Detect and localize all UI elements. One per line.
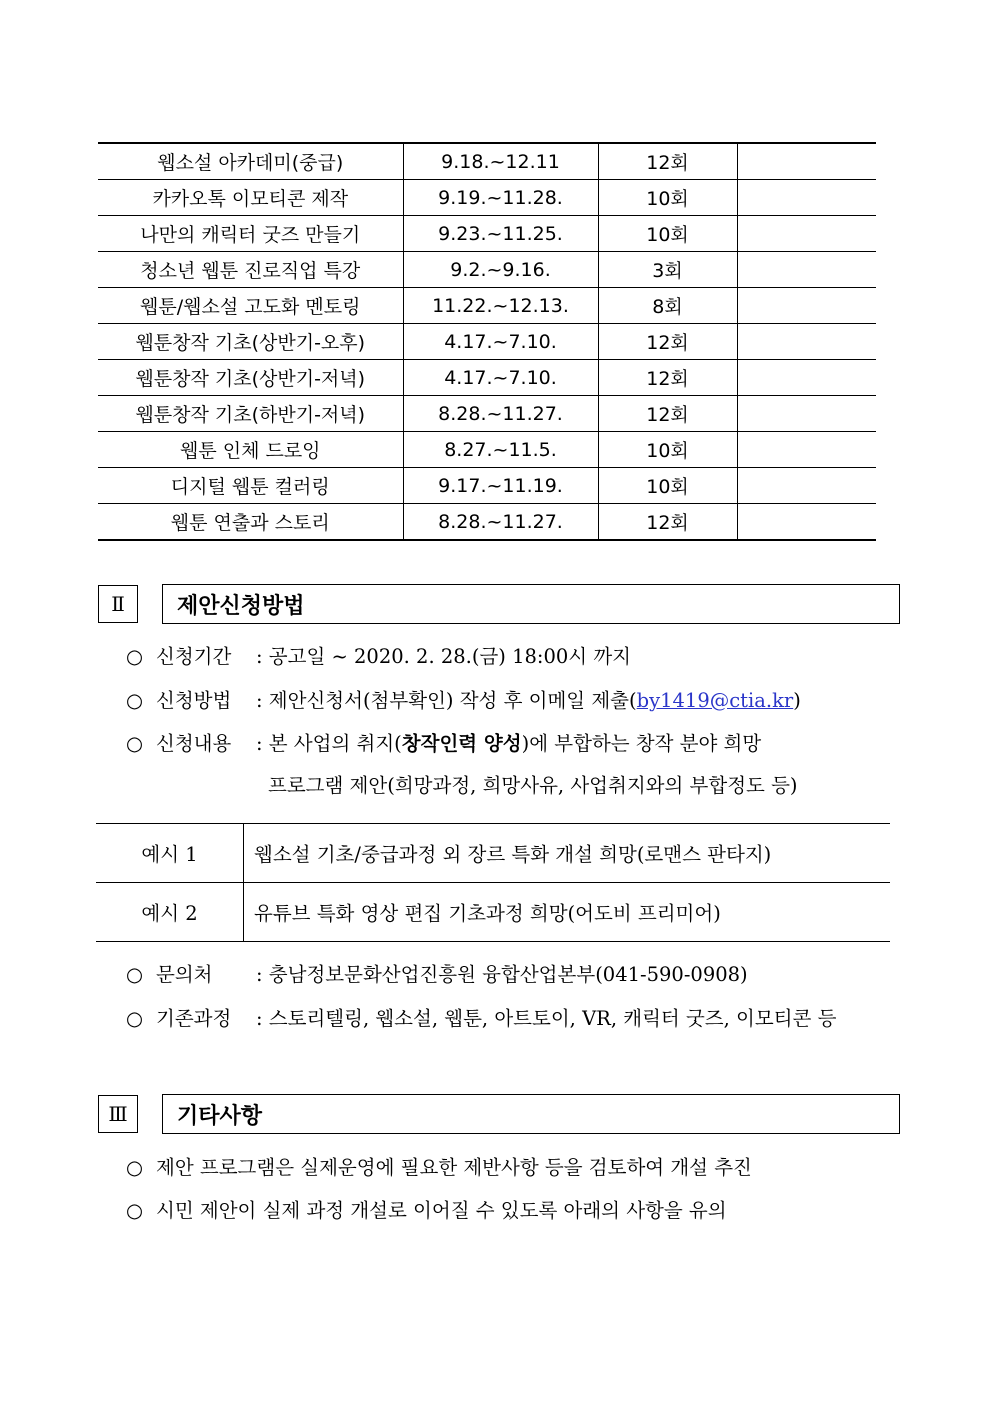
label: 신청기간 <box>156 645 232 668</box>
sessions-cell: 12회 <box>598 324 737 360</box>
sessions-cell: 12회 <box>598 360 737 396</box>
sessions-cell: 10회 <box>598 468 737 504</box>
circle-bullet-icon: ○ <box>126 645 144 668</box>
label: 문의처 <box>156 963 213 986</box>
note-cell <box>737 432 876 468</box>
circle-bullet-icon: ○ <box>126 689 144 712</box>
value: : 제안신청서(첨부확인) 작성 후 이메일 제출( <box>256 689 637 712</box>
table-row <box>98 288 876 324</box>
circle-bullet-icon: ○ <box>126 963 144 986</box>
program-name-cell: 웹툰창작 기초(상반기-오후) <box>98 324 403 360</box>
value-prefix: : 본 사업의 취지( <box>256 732 402 755</box>
note-cell <box>737 180 876 216</box>
paren-close: ) <box>793 689 801 712</box>
note-cell <box>737 396 876 432</box>
sessions-cell: 12회 <box>598 396 737 432</box>
section-title: 제안신청방법 <box>162 584 900 624</box>
table-row <box>98 252 876 288</box>
note-cell <box>737 252 876 288</box>
period-cell: 4.17.~7.10. <box>403 360 598 396</box>
table-row <box>96 824 890 883</box>
existing-courses-line <box>126 1005 836 1033</box>
example-table <box>96 823 890 942</box>
note-cell <box>737 143 876 180</box>
circle-bullet-icon: ○ <box>126 1199 144 1222</box>
note-cell <box>737 288 876 324</box>
example-text: 웹소설 기초/중급과정 외 장르 특화 개설 희망(로맨스 판타지) <box>244 824 891 883</box>
program-name-cell: 웹툰창작 기초(하반기-저녁) <box>98 396 403 432</box>
note-cell <box>737 360 876 396</box>
period-cell: 8.28.~11.27. <box>403 504 598 541</box>
sessions-cell: 3회 <box>598 252 737 288</box>
value: : 공고일 ~ 2020. 2. 28.(금) 18:00시 까지 <box>256 645 632 668</box>
program-schedule-table <box>98 142 876 541</box>
example-label: 예시 2 <box>96 883 244 942</box>
contact-line <box>126 961 748 989</box>
period-cell: 9.17.~11.19. <box>403 468 598 504</box>
period-cell: 8.28.~11.27. <box>403 396 598 432</box>
period-cell: 9.19.~11.28. <box>403 180 598 216</box>
period-cell: 4.17.~7.10. <box>403 324 598 360</box>
example-label: 예시 1 <box>96 824 244 883</box>
note-cell <box>737 216 876 252</box>
sessions-cell: 12회 <box>598 143 737 180</box>
program-name-cell: 웹툰 연출과 스토리 <box>98 504 403 541</box>
label: 신청내용 <box>156 732 232 755</box>
table-row <box>98 324 876 360</box>
program-name-cell: 카카오톡 이모티콘 제작 <box>98 180 403 216</box>
text: 시민 제안이 실제 과정 개설로 이어질 수 있도록 아래의 사항을 유의 <box>156 1199 727 1222</box>
sessions-cell: 8회 <box>598 288 737 324</box>
program-name-cell: 웹툰/웹소설 고도화 멘토링 <box>98 288 403 324</box>
text: 제안 프로그램은 실제운영에 필요한 제반사항 등을 검토하여 개설 추진 <box>156 1156 752 1179</box>
table-row <box>98 468 876 504</box>
application-content-line-2: 프로그램 제안(희망과정, 희망사유, 사업취지와의 부합정도 등) <box>268 774 798 797</box>
table-row <box>96 883 890 942</box>
schedule-body <box>98 143 876 540</box>
table-row <box>98 180 876 216</box>
circle-bullet-icon: ○ <box>126 1007 144 1030</box>
value-emphasis: 창작인력 양성 <box>401 732 522 755</box>
label: 기존과정 <box>156 1007 232 1030</box>
note-cell <box>737 504 876 541</box>
period-cell: 9.2.~9.16. <box>403 252 598 288</box>
application-period-line <box>126 643 631 671</box>
label: 신청방법 <box>156 689 232 712</box>
other-item-line <box>126 1154 752 1182</box>
example-text: 유튜브 특화 영상 편집 기초과정 희망(어도비 프리미어) <box>244 883 891 942</box>
table-row <box>98 360 876 396</box>
table-row <box>98 432 876 468</box>
program-name-cell: 디지털 웹툰 컬러링 <box>98 468 403 504</box>
sessions-cell: 10회 <box>598 180 737 216</box>
section-number: Ⅱ <box>98 585 138 623</box>
other-item-line <box>126 1197 727 1225</box>
value: : 충남정보문화산업진흥원 융합산업본부(041-590-0908) <box>256 963 748 986</box>
application-content-line <box>126 730 761 758</box>
period-cell: 9.23.~11.25. <box>403 216 598 252</box>
value: : 스토리텔링, 웹소설, 웹툰, 아트토이, VR, 캐릭터 굿즈, 이모티콘 등 <box>256 1007 837 1030</box>
note-cell <box>737 324 876 360</box>
application-method-line <box>126 687 801 715</box>
table-row <box>98 216 876 252</box>
period-cell: 9.18.~12.11 <box>403 143 598 180</box>
program-name-cell: 나만의 캐릭터 굿즈 만들기 <box>98 216 403 252</box>
circle-bullet-icon: ○ <box>126 1156 144 1179</box>
section-title: 기타사항 <box>162 1094 900 1134</box>
sessions-cell: 10회 <box>598 216 737 252</box>
circle-bullet-icon: ○ <box>126 732 144 755</box>
program-name-cell: 웹툰창작 기초(상반기-저녁) <box>98 360 403 396</box>
period-cell: 11.22.~12.13. <box>403 288 598 324</box>
note-cell <box>737 468 876 504</box>
sessions-cell: 10회 <box>598 432 737 468</box>
program-name-cell: 웹소설 아카데미(중급) <box>98 143 403 180</box>
table-row <box>98 504 876 541</box>
table-row <box>98 396 876 432</box>
email-link[interactable]: by1419@ctia.kr <box>636 689 794 712</box>
table-row <box>98 143 876 180</box>
section-number: Ⅲ <box>98 1095 138 1133</box>
sessions-cell: 12회 <box>598 504 737 541</box>
program-name-cell: 청소년 웹툰 진로직업 특강 <box>98 252 403 288</box>
value-suffix: )에 부합하는 창작 분야 희망 <box>521 732 762 755</box>
program-name-cell: 웹툰 인체 드로잉 <box>98 432 403 468</box>
period-cell: 8.27.~11.5. <box>403 432 598 468</box>
